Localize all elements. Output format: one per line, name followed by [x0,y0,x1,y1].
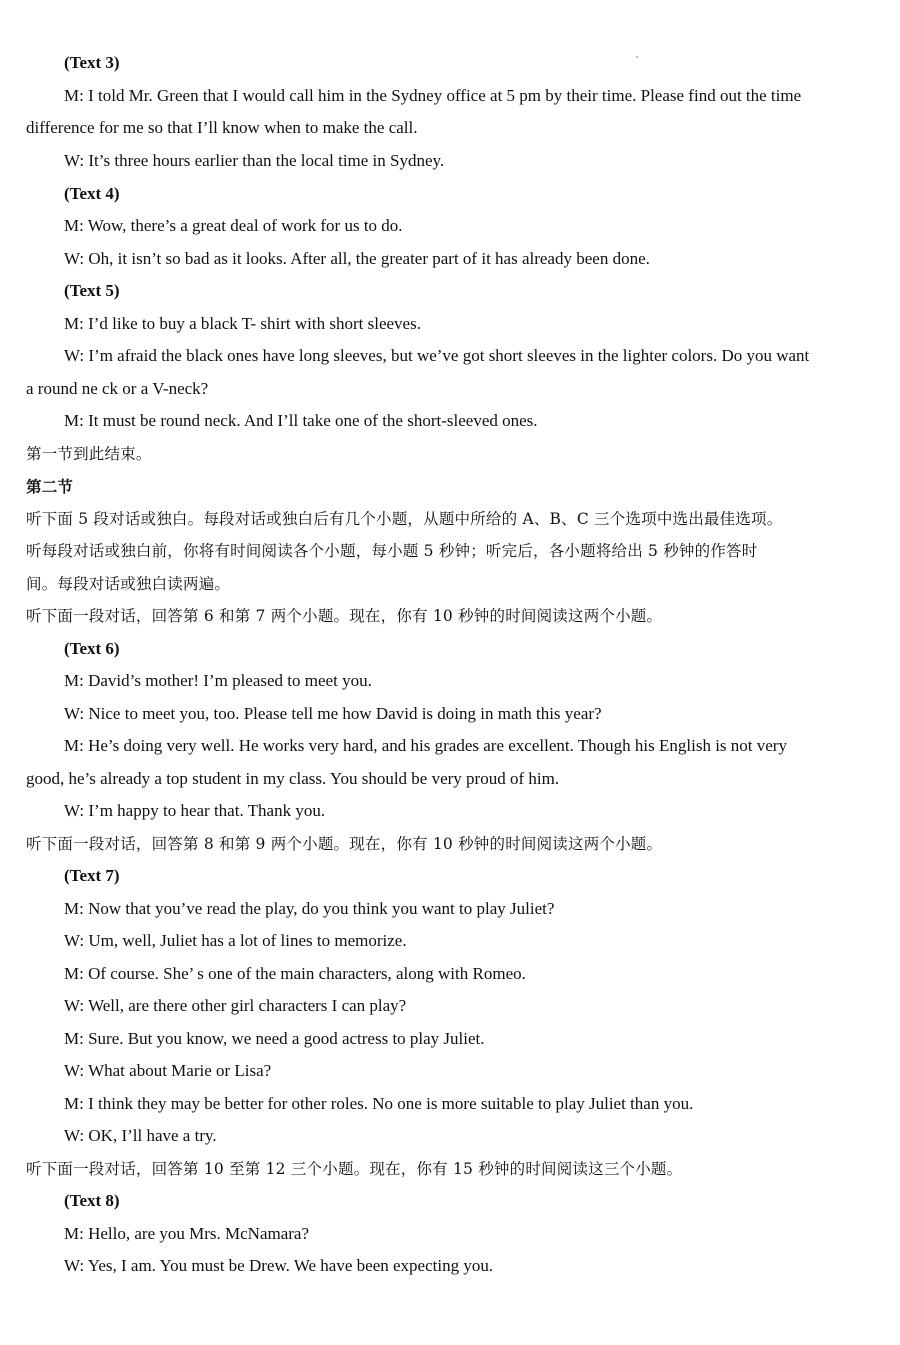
text7-m2: M: Of course. She’ s one of the main characters, along with Romeo. [64,964,526,983]
text8-w1: W: Yes, I am. You must be Drew. We have been expecting you. [64,1256,494,1275]
text5-m2: M: It must be round neck. And I’ll take one of the short-sleeved ones. [64,411,538,430]
text5-w1: W: I’m afraid the black ones have long sleeves, but we’ve got short sleeves in the lighter colors. Do you want [64,346,810,365]
text5-m1: M: I’d like to buy a black T- shirt with short sleeves. [64,314,421,333]
text7-w4: W: OK, I’ll have a try. [64,1126,217,1145]
scan-speck [636,56,638,58]
text6-w1: W: Nice to meet you, too. Please tell me how David is doing in math this year? [64,704,602,723]
text7-m3: M: Sure. But you know, we need a good actress to play Juliet. [64,1029,485,1048]
text7-m1: M: Now that you’ve read the play, do you think you want to play Juliet? [64,899,555,918]
text8-m1: M: Hello, are you Mrs. McNamara? [64,1224,310,1243]
question-prompt-6-7: 听下面一段对话，回答第 6 和第 7 两个小题。现在，你有 10 秒钟的时间阅读这两个小题。 [26,607,663,625]
question-prompt-10-12: 听下面一段对话，回答第 10 至第 12 三个小题。现在，你有 15 秒钟的时间阅读这三个小题。 [26,1160,683,1178]
text7-w3: W: What about Marie or Lisa? [64,1061,272,1080]
section2-heading: 第二节 [26,477,74,496]
text3-w1: W: It’s three hours earlier than the local time in Sydney. [64,151,445,170]
text3-heading: (Text 3) [64,53,120,72]
text4-m1: M: Wow, there’s a great deal of work for us to do. [64,216,403,235]
text7-w1: W: Um, well, Juliet has a lot of lines to memorize. [64,931,407,950]
section2-instruction-3: 间。每段对话或独白读两遍。 [26,575,231,593]
text3-m1-cont: difference for me so that I’ll know when to make the call. [26,118,418,137]
text6-m2-cont: good, he’s already a top student in my class. You should be very proud of him. [26,769,560,788]
text6-m1: M: David’s mother! I’m pleased to meet you. [64,671,372,690]
text4-heading: (Text 4) [64,184,120,203]
text6-m2: M: He’s doing very well. He works very hard, and his grades are excellent. Though his English is not very [64,736,787,755]
text6-w2: W: I’m happy to hear that. Thank you. [64,801,326,820]
text8-heading: (Text 8) [64,1191,120,1210]
section1-end: 第一节到此结束。 [26,445,152,463]
question-prompt-8-9: 听下面一段对话，回答第 8 和第 9 两个小题。现在，你有 10 秒钟的时间阅读这两个小题。 [26,835,663,853]
text7-w2: W: Well, are there other girl characters I can play? [64,996,407,1015]
text7-heading: (Text 7) [64,866,120,885]
text5-w1-cont: a round ne ck or a V-neck? [26,379,209,398]
text6-heading: (Text 6) [64,639,120,658]
text5-heading: (Text 5) [64,281,120,300]
text4-w1: W: Oh, it isn’t so bad as it looks. After all, the greater part of it has already been done. [64,249,650,268]
section2-instruction-2: 听每段对话或独白前，你将有时间阅读各个小题，每小题 5 秒钟；听完后，各小题将给出 5 秒钟的作答时 [26,542,758,560]
section2-instruction-1: 听下面 5 段对话或独白。每段对话或独白后有几个小题，从题中所给的 A、B、C 三个选项中选出最佳选项。 [26,510,783,528]
text7-m4: M: I think they may be better for other roles. No one is more suitable to play Juliet than you. [64,1094,694,1113]
text3-m1: M: I told Mr. Green that I would call him in the Sydney office at 5 pm by their time. Please find out the time [64,86,802,105]
